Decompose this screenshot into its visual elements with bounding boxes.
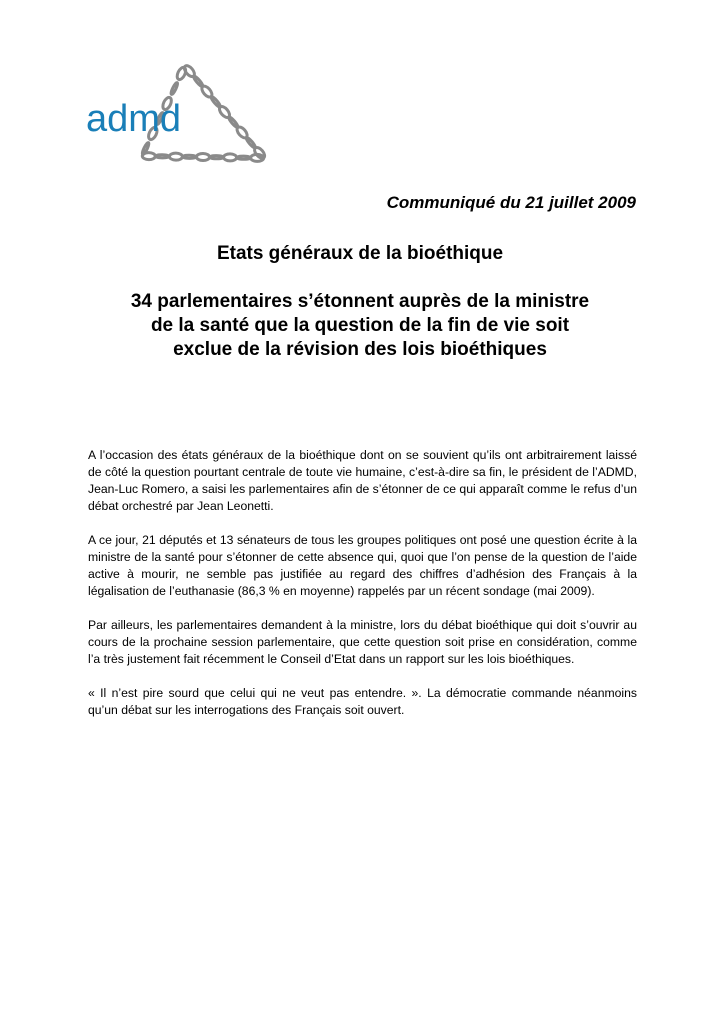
press-release-dateline: Communiqué du 21 juillet 2009 bbox=[386, 193, 636, 212]
chain-link bbox=[196, 153, 209, 160]
body-text bbox=[88, 447, 637, 736]
paragraph: « Il n’est pire sourd que celui qui ne veut pas entendre. ». La démocratie commande néanmoins qu’un débat sur les interrogations des Français soit ouvert. bbox=[88, 686, 637, 717]
chain-link bbox=[237, 156, 250, 159]
headline-line: 34 parlementaires s’étonnent auprès de la ministre bbox=[130, 291, 590, 312]
chain-link bbox=[175, 66, 187, 81]
paragraph: A ce jour, 21 députés et 13 sénateurs de tous les groupes politiques ont posé une question écrite à la ministre de la santé pour s’étonner de cette absence qui, quoi que l’on pense de la question de l’aide active à mourir, ne semble pas justifiée au regard des chiffres d’adhésion des Français à la légalisation de l’euthanasie (86,3 % en moyenne) rappelés par un récent sondage (mai 2009). bbox=[88, 533, 637, 598]
chain-link bbox=[210, 155, 223, 158]
chain-link bbox=[169, 153, 182, 160]
headline-line: de la santé que la question de la fin de vie soit bbox=[150, 315, 570, 336]
chain-link bbox=[183, 155, 196, 158]
chain-link bbox=[156, 155, 169, 158]
headline bbox=[60, 290, 660, 362]
chain-link bbox=[170, 82, 178, 95]
paragraph: Par ailleurs, les parlementaires demandent à la ministre, lors du débat bioéthique qui doit s’ouvrir au cours de la prochaine session parlementaire, que cette question soit prise en considération, comme l’a très justement fait récemment le Conseil d’Etat dans un rapport sur les lois bioéthiques. bbox=[88, 618, 637, 666]
paragraph: A l’occasion des états généraux de la bioéthique dont on se souvient qu’ils ont arbitrairement laissé de côté la question pourtant centrale de toute vie humaine, c’est-à-dire sa fin, le président de l’ADMD, Jean-Luc Romero, a saisi les parlementaires afin de s’étonner de ce qui apparaît comme le refus d’un débat orchestré par Jean Leonetti. bbox=[88, 448, 637, 513]
chain-link bbox=[224, 154, 237, 161]
logo-wordmark: admd bbox=[86, 98, 182, 140]
admd-logo bbox=[82, 60, 272, 172]
headline-line: exclue de la révision des lois bioéthiques bbox=[173, 339, 547, 360]
document-title: Etats généraux de la bioéthique bbox=[216, 243, 504, 264]
